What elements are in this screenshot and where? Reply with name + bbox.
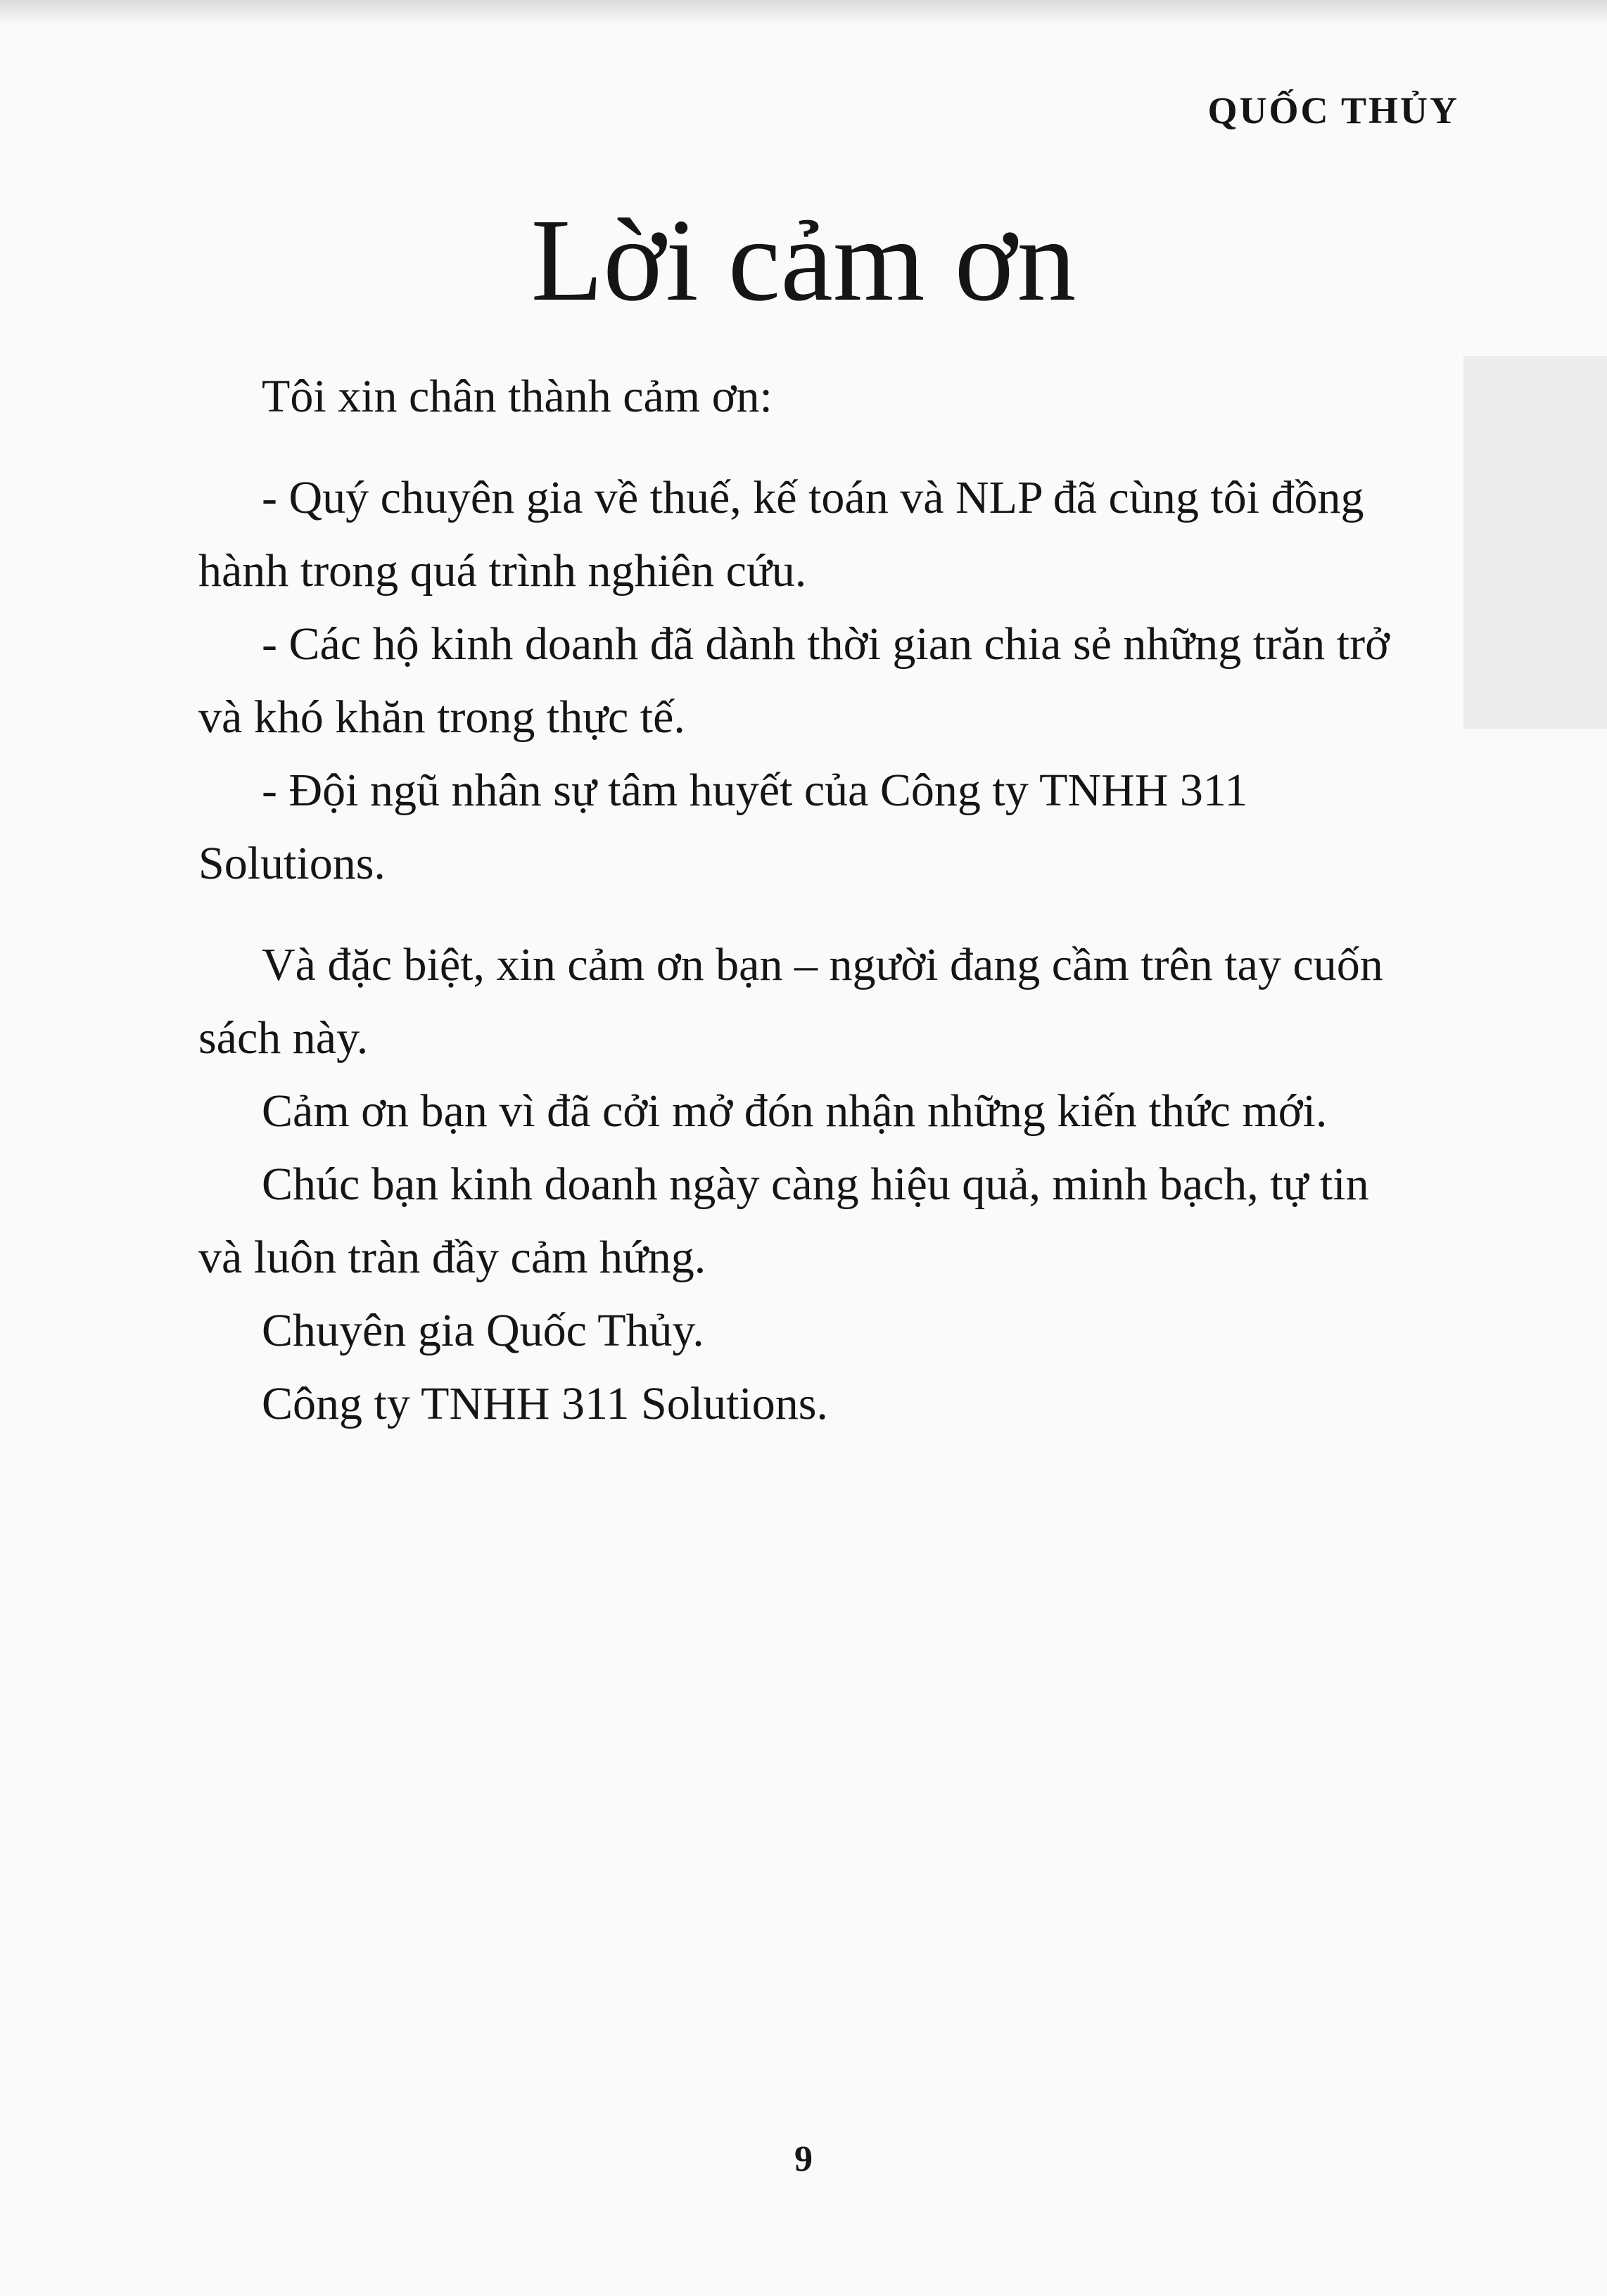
thanks-item-staff: - Đội ngũ nhân sự tâm huyết của Công ty TNHH 311 Solutions. — [198, 765, 1248, 889]
thanks-item-businesses: - Các hộ kinh doanh đã dành thời gian chia sẻ những trăn trở và khó khăn trong thực tế. — [198, 618, 1390, 743]
page-number: 9 — [794, 2139, 813, 2179]
running-header-author: QUỐC THỦY — [1207, 89, 1459, 132]
special-thanks-paragraph: Và đặc biệt, xin cảm ơn bạn – người đang cầm trên tay cuốn sách này. — [198, 939, 1383, 1064]
page-title: Lời cảm ơn — [531, 195, 1076, 326]
signature-company: Công ty TNHH 311 Solutions. — [262, 1378, 828, 1429]
intro-paragraph: Tôi xin chân thành cảm ơn: — [262, 371, 773, 422]
wish-paragraph: Chúc bạn kinh doanh ngày càng hiệu quả, minh bạch, tự tin và luôn tràn đầy cảm hứng. — [198, 1159, 1369, 1283]
thanks-open-mind: Cảm ơn bạn vì đã cởi mở đón nhận những kiến thức mới. — [262, 1085, 1328, 1137]
thanks-item-experts: - Quý chuyên gia về thuế, kế toán và NLP đã cùng tôi đồng hành trong quá trình nghiên cứu. — [198, 472, 1364, 597]
signature-name: Chuyên gia Quốc Thủy. — [262, 1305, 704, 1356]
show-through-band — [1463, 356, 1607, 729]
acknowledgement-body — [198, 360, 1409, 1441]
page-top-shadow — [0, 0, 1607, 25]
